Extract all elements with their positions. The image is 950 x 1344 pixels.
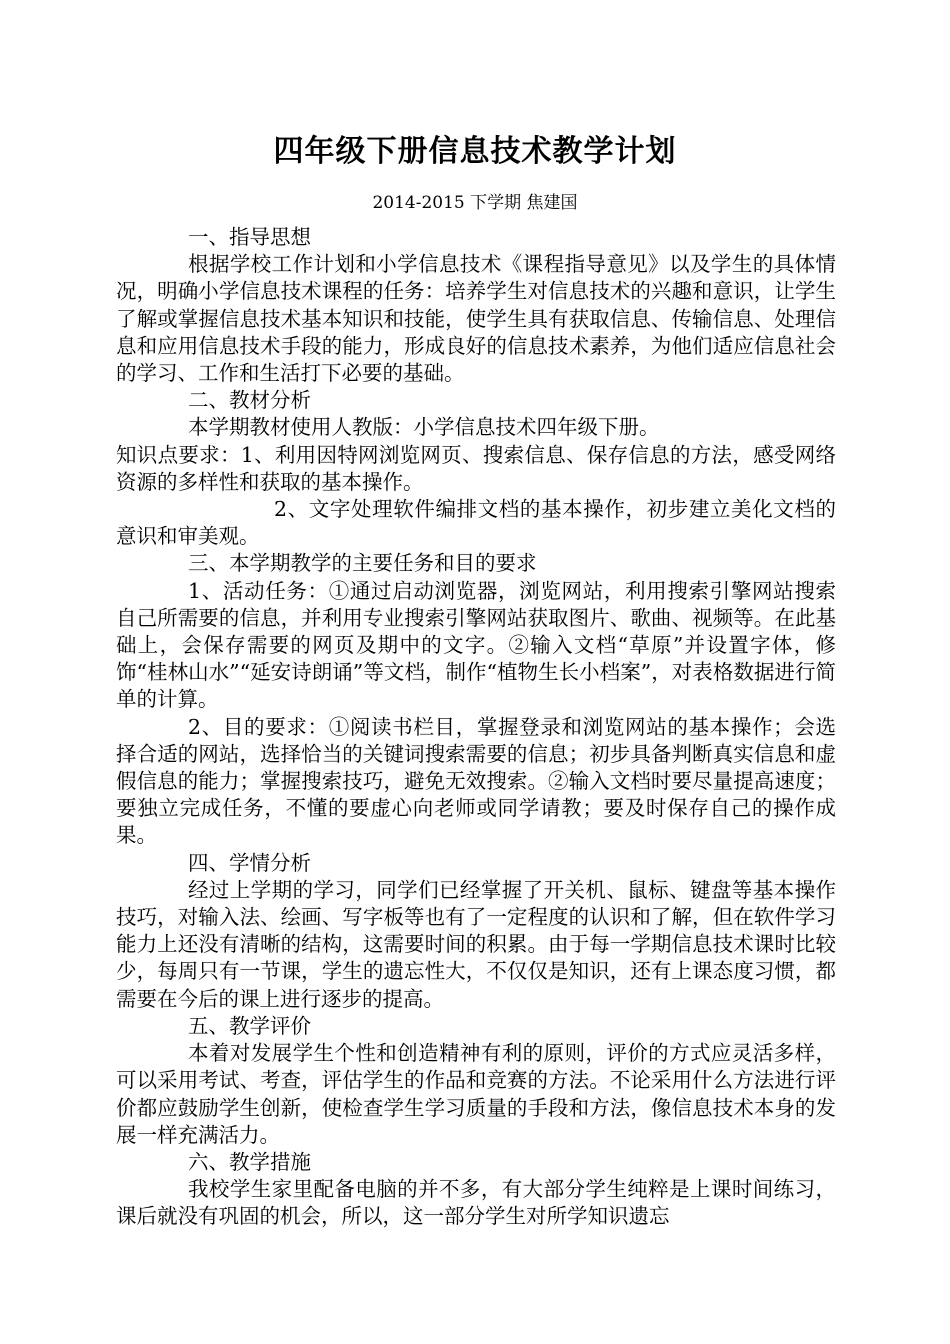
document-subtitle: 2014-2015 下学期 焦建国 bbox=[372, 193, 578, 213]
section-heading: 二、教材分析 bbox=[188, 388, 311, 413]
paragraph: 2、目的要求：①阅读书栏目，掌握登录和浏览网站的基本操作；会选择合适的网站，选择恰当的关键词搜索需要的信息；初步具备判断真实信息和虚假信息的能力；掌握搜索技巧，避免无效搜索。②输入文档时要尽量提高速度；要独立完成任务，不懂的要虚心向老师或同学请教；要及时保存自己的操作成果。 bbox=[116, 714, 836, 848]
paragraph: 经过上学期的学习，同学们已经掌握了开关机、鼠标、键盘等基本操作技巧，对输入法、绘画、写字板等也有了一定程度的认识和了解，但在软件学习能力上还没有清晰的结构，这需要时间的积累。由于每一学期信息技术课时比较少，每周只有一节课，学生的遗忘性大，不仅仅是知识，还有上课态度习惯，都需要在今后的课上进行逐步的提高。 bbox=[116, 877, 836, 1011]
paragraph: 本学期教材使用人教版：小学信息技术四年级下册。 bbox=[188, 415, 660, 440]
paragraph: 2、文字处理软件编排文档的基本操作，初步建立美化文档的意识和审美观。 bbox=[116, 497, 836, 549]
section-heading: 一、指导思想 bbox=[188, 225, 311, 249]
document-title: 四年级下册信息技术教学计划 bbox=[273, 134, 677, 169]
paragraph: 我校学生家里配备电脑的并不多，有大部分学生纯粹是上课时间练习，课后就没有巩固的机会，所以，这一部分学生对所学知识遗忘 bbox=[116, 1177, 836, 1229]
paragraph: 根据学校工作计划和小学信息技术《课程指导意见》以及学生的具体情况，明确小学信息技术课程的任务：培养学生对信息技术的兴趣和意识，让学生了解或掌握信息技术基本知识和技能，使学生具有获取信息、传输信息、处理信息和应用信息技术手段的能力，形成良好的信息技术素养，为他们适应信息社会的学习、工作和生活打下必要的基础。 bbox=[116, 252, 836, 386]
paragraph: 1、活动任务：①通过启动浏览器，浏览网站，利用搜索引擎网站搜索自己所需要的信息，并利用专业搜索引擎网站获取图片、歌曲、视频等。在此基础上，会保存需要的网页及期中的文字。②输入文档“草原”并设置字体，修饰“桂林山水”“延安诗朗诵”等文档，制作“植物生长小档案”，对表格数据进行简单的计算。 bbox=[116, 578, 836, 712]
section-heading: 六、教学措施 bbox=[188, 1149, 311, 1174]
document-body bbox=[116, 224, 836, 1231]
paragraph: 知识点要求：1、利用因特网浏览网页、搜索信息、保存信息的方法，感受网络资源的多样性和获取的基本操作。 bbox=[116, 442, 836, 494]
paragraph: 本着对发展学生个性和创造精神有利的原则，评价的方式应灵活多样，可以采用考试、考查，评估学生的作品和竞赛的方法。不论采用什么方法进行评价都应鼓励学生创新，使检查学生学习质量的手段和方法，像信息技术本身的发展一样充满活力。 bbox=[116, 1041, 836, 1147]
section-heading: 三、本学期教学的主要任务和目的要求 bbox=[188, 551, 537, 576]
section-heading: 四、学情分析 bbox=[188, 850, 311, 875]
section-heading: 五、教学评价 bbox=[188, 1013, 311, 1038]
